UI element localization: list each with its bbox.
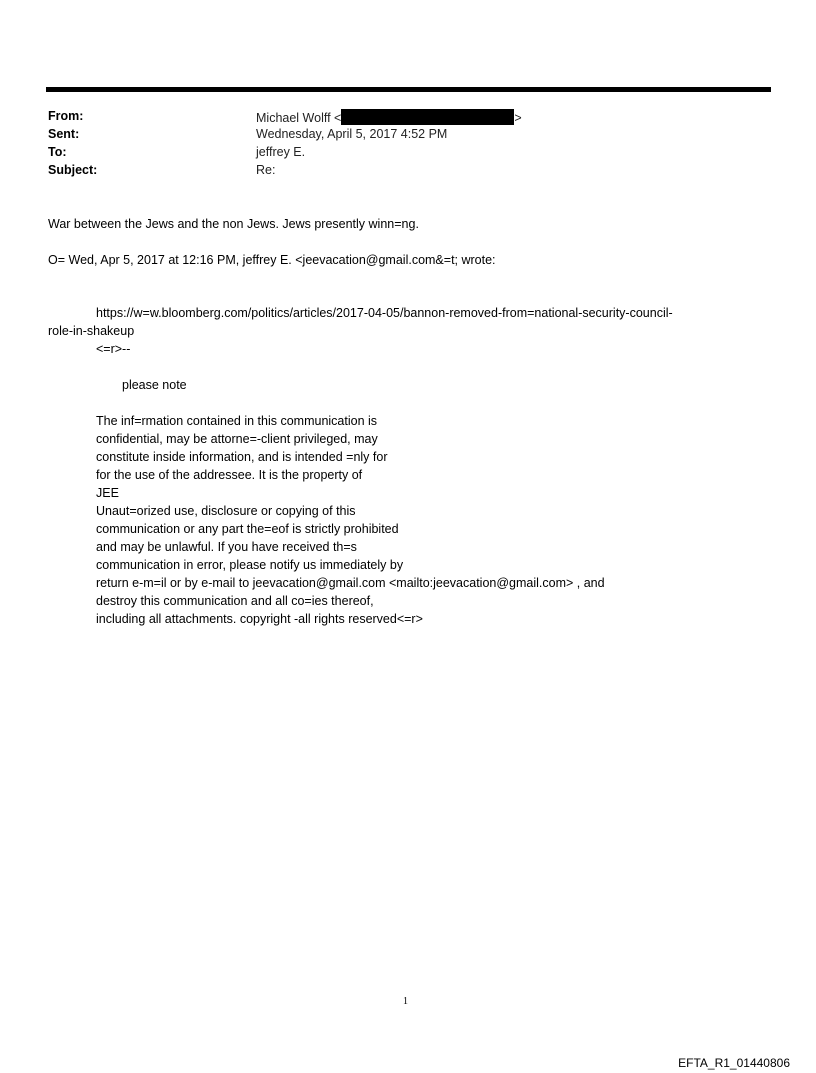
subject-value: Re: (256, 163, 276, 177)
disclaimer-line: and may be unlawful. If you have received th=s (96, 540, 357, 554)
subject-label: Subject: (48, 163, 98, 177)
disclaimer-line: communication in error, please notify us immediately by (96, 558, 404, 572)
redaction-block (341, 109, 514, 125)
disclaimer-line: constitute inside information, and is intended =nly for (96, 450, 388, 464)
disclaimer-line: Unaut=orized use, disclosure or copying of this (96, 504, 356, 518)
from-end: > (514, 111, 522, 125)
signature-marker: <=r>-- (96, 342, 131, 356)
message-line: War between the Jews and the non Jews. Jews presently winn=ng. (48, 217, 419, 231)
please-note: please note (122, 378, 187, 392)
to-value: jeffrey E. (256, 145, 306, 159)
header-rule (46, 87, 771, 92)
article-url: https://w=w.bloomberg.com/politics/articles/2017-04-05/bannon-removed-from=national-security-council- (96, 306, 673, 320)
disclaimer-line: including all attachments. copyright -all rights reserved<=r> (96, 612, 423, 626)
from-value (256, 109, 522, 126)
from-name: Michael Wolff < (256, 111, 342, 125)
disclaimer-line: The inf=rmation contained in this communication is (96, 414, 378, 428)
disclaimer-line: for the use of the addressee. It is the property of (96, 468, 363, 482)
disclaimer-line: destroy this communication and all co=ies thereof, (96, 594, 374, 608)
disclaimer-line: return e-m=il or by e-mail to jeevacation@gmail.com <mailto:jeevacation@gmail.com> , and (96, 576, 605, 590)
disclaimer-line: communication or any part the=eof is strictly prohibited (96, 522, 399, 536)
page-number: 1 (403, 996, 408, 1007)
to-label: To: (48, 145, 67, 159)
sent-value: Wednesday, April 5, 2017 4:52 PM (256, 127, 448, 141)
disclaimer-line: JEE (96, 486, 119, 500)
from-label: From: (48, 109, 84, 123)
disclaimer-line: confidential, may be attorne=-client privileged, may (96, 432, 378, 446)
sent-label: Sent: (48, 127, 80, 141)
document-id: EFTA_R1_01440806 (678, 1056, 790, 1070)
article-url-continued: role-in-shakeup (48, 324, 135, 338)
quoted-attribution: O= Wed, Apr 5, 2017 at 12:16 PM, jeffrey E. <jeevacation@gmail.com&=t; wrote: (48, 253, 496, 267)
